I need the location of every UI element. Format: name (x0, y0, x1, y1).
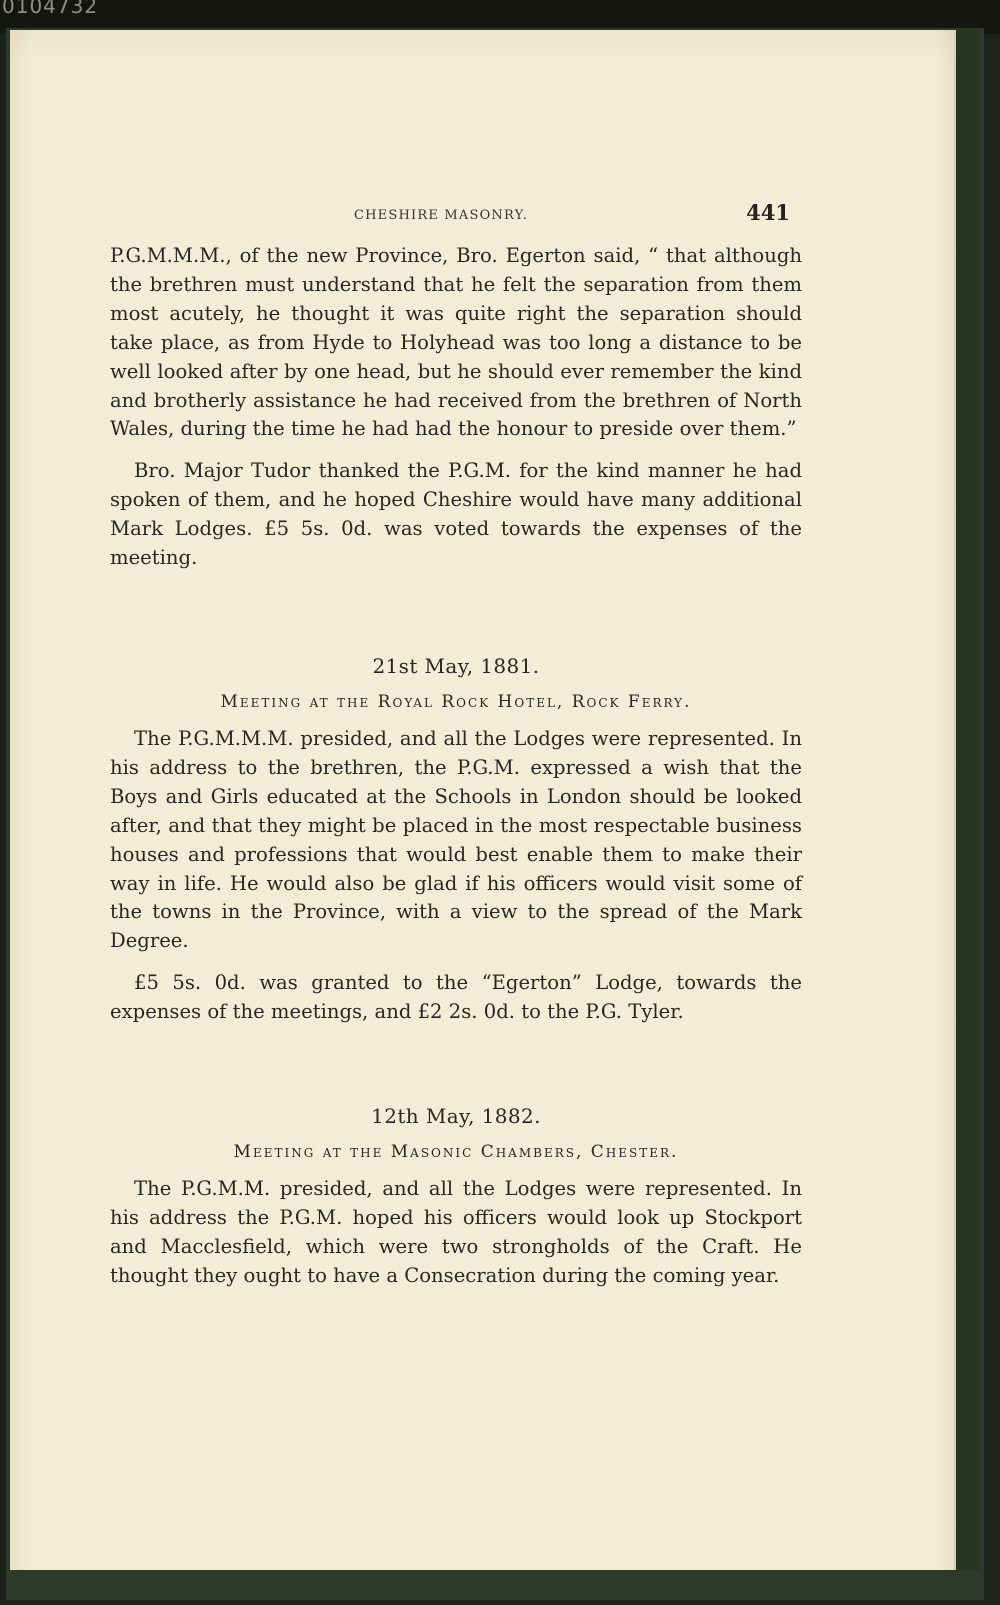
section-date-1882: 12th May, 1882. (371, 1104, 541, 1129)
paragraph-tudor: Bro. Major Tudor thanked the P.G.M. for the kind manner he had spoken of them, and he hoped Cheshire would have many additional Mark Lodges. £5 5s. 0d. was voted towards the expenses of the meeting. (110, 459, 802, 570)
scan-id-label: 0104732 (2, 0, 99, 18)
paragraph-continuation: P.G.M.M.M., of the new Province, Bro. Egerton said, “ that although the brethren must understand that he felt the separation from them most acutely, he thought it was quite right the separation should take place, as from Hyde to Holyhead was too long a distance to be well looked after by one head, but he should ever remember the kind and brotherly assistance he had received from the brethren of North Wales, during the time he had had the honour to preside over them.” (110, 244, 802, 441)
section-title-chester: Meeting at the Masonic Chambers, Chester. (233, 1142, 679, 1163)
page-number: 441 (746, 200, 790, 225)
section-date-1881: 21st May, 1881. (372, 653, 540, 678)
running-title: CHESHIRE MASONRY. (354, 208, 529, 223)
book-page (10, 30, 954, 1570)
page-content (110, 200, 802, 1291)
paragraph-1881-grant: £5 5s. 0d. was granted to the “Egerton” Lodge, towards the expenses of the meetings, and £2 2s. 0d. to the P.G. Tyler. (110, 971, 802, 1024)
cover-edge (954, 30, 980, 1570)
paragraph-1881-address: The P.G.M.M.M. presided, and all the Lodges were represented. In his address to the brethren, the P.G.M. expressed a wish that the Boys and Girls educated at the Schools in London should be looked after, and that they might be placed in the most respectable business houses and professions that would best enable them to make their way in life. He would also be glad if his officers would visit some of the towns in the Province, with a view to the spread of the Mark Degree. (110, 726, 802, 953)
section-title-rock-ferry: Meeting at the Royal Rock Hotel, Rock Ferry. (220, 691, 692, 712)
running-head (110, 200, 802, 230)
paragraph-1882-address: The P.G.M.M. presided, and all the Lodges were represented. In his address the P.G.M. hoped his officers would look up Stockport and Macclesfield, which were two strongholds of the Craft. He thought they ought to have a Consecration during the coming year. (110, 1177, 802, 1287)
